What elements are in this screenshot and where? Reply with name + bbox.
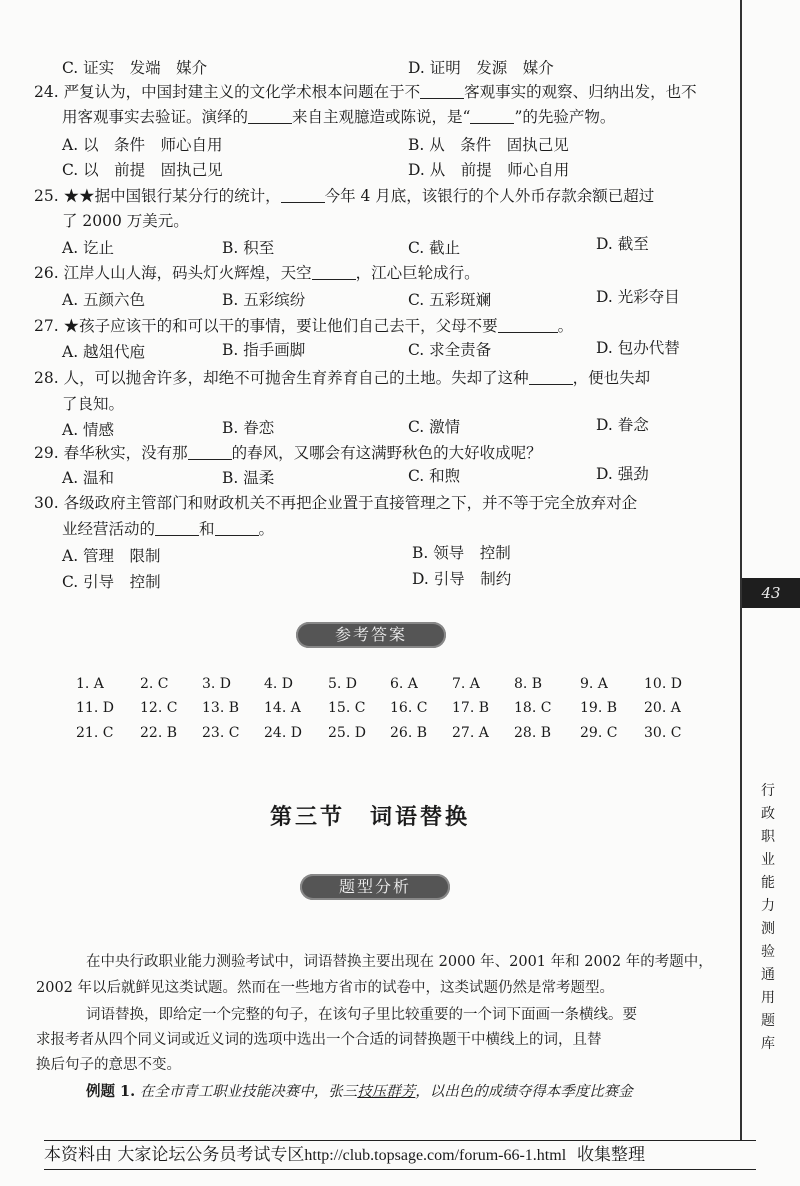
q25-stem-line1: 25. ★★据中国银行某分行的统计， 今年 4 月底，该银行的个人外币存款余额已超过 [34, 187, 655, 205]
answer-item: 15. C [328, 700, 366, 716]
q30-option-b: B. 领导 控制 [412, 544, 511, 562]
q26-option-d: D. 光彩夺目 [596, 288, 680, 306]
example-underlined-term: 技压群芳 [357, 1084, 416, 1100]
answer-item: 21. C [76, 725, 114, 741]
example-1: 例题 1. 在全市青工职业技能决赛中，张三技压群芳，以出色的成绩夺得本季度比赛金 [86, 1083, 633, 1100]
q25-option-b: B. 积至 [222, 239, 275, 257]
answer-item: 29. C [580, 725, 618, 741]
answer-item: 14. A [264, 700, 301, 716]
footer-url[interactable]: http://club.topsage.com/forum-66-1.html [304, 1147, 567, 1164]
q26-option-a: A. 五颜六色 [62, 291, 146, 309]
para1-line2: 2002 年以后就鲜见这类试题。然而在一些地方省市的试卷中，这类试题仍然是常考题型。 [36, 980, 615, 996]
q27-stem: 27. ★孩子应该干的和可以干的事情，要让他们自己去干，父母不要 。 [34, 317, 574, 335]
q24-option-a: A. 以 条件 师心自用 [62, 136, 223, 154]
q27-option-b: B. 指手画脚 [222, 341, 306, 359]
answer-item: 27. A [452, 725, 489, 741]
answer-item: 18. C [514, 700, 552, 716]
footer-banner: 本资料由 大家论坛公务员考试专区http://club.topsage.com/forum-66-1.html 收集整理 [44, 1140, 756, 1170]
q25-option-c: C. 截止 [408, 239, 461, 257]
section-title: 第三节 词语替换 [270, 804, 471, 830]
answer-item: 26. B [390, 725, 428, 741]
q29-stem: 29. 春华秋实，没有那 的春风，又哪会有这满野秋色的大好收成呢？ [34, 444, 542, 462]
q28-option-b: B. 眷恋 [222, 419, 275, 437]
q28-stem-line1: 28. 人，可以抛舍许多，却绝不可抛舍生育养育自己的土地。失却了这种 ，便也失却 [34, 369, 651, 387]
right-margin-rule [740, 0, 742, 1140]
page-number-tab: 43 [742, 578, 800, 608]
q29-option-b: B. 温柔 [222, 469, 275, 487]
q26-stem: 26. 江岸人山人海，码头灯火辉煌，天空 ，江心巨轮成行。 [34, 264, 480, 282]
q28-option-a: A. 情感 [62, 421, 115, 439]
answer-item: 16. C [390, 700, 428, 716]
answer-item: 3. D [202, 676, 232, 692]
analysis-heading: 题型分析 [300, 874, 450, 900]
q28-stem-line2: 了良知。 [62, 395, 125, 413]
q24-option-b: B. 从 条件 固执己见 [408, 136, 569, 154]
q27-option-d: D. 包办代替 [596, 339, 680, 357]
q30-option-c: C. 引导 控制 [62, 573, 161, 591]
q30-stem-line2: 业经营活动的 和 。 [62, 520, 275, 538]
side-book-title: 行政职业能力测验通用题库 [761, 783, 775, 1052]
answer-item: 7. A [452, 676, 480, 692]
answer-item: 6. A [390, 676, 418, 692]
answer-item: 19. B [580, 700, 618, 716]
q24-option-c: C. 以 前提 固执己见 [62, 161, 223, 179]
q29-option-a: A. 温和 [62, 469, 115, 487]
answer-item: 2. C [140, 676, 169, 692]
answer-item: 20. A [644, 700, 681, 716]
para2-line2: 求报考者从四个同义词或近义词的选项中选出一个合适的词替换题干中横线上的词，且替 [36, 1032, 602, 1048]
q25-option-d: D. 截至 [596, 235, 649, 253]
answer-item: 5. D [328, 676, 358, 692]
q26-option-c: C. 五彩斑斓 [408, 291, 492, 309]
answer-item: 28. B [514, 725, 552, 741]
q30-option-a: A. 管理 限制 [62, 547, 161, 565]
answer-item: 4. D [264, 676, 294, 692]
para2-line1: 词语替换，即给定一个完整的句子，在该句子里比较重要的一个词下面画一条横线。要 [86, 1007, 637, 1023]
q29-option-c: C. 和煦 [408, 467, 461, 485]
answer-item: 11. D [76, 700, 114, 716]
q24-stem-line2: 用客观事实去验证。演绎的 来自主观臆造或陈说，是“ ”的先验产物。 [62, 108, 616, 126]
para1-line1: 在中央行政职业能力测验考试中，词语替换主要出现在 2000 年、2001 年和 2002 年的考题中， [86, 954, 713, 970]
answer-item: 10. D [644, 676, 682, 692]
answer-item: 13. B [202, 700, 240, 716]
example-label: 例题 1. [86, 1083, 136, 1100]
q25-option-a: A. 讫止 [62, 239, 115, 257]
q23-option-d: D. 证明 发源 媒介 [408, 59, 554, 77]
q25-stem-line2: 了 2000 万美元。 [62, 212, 189, 230]
q28-option-d: D. 眷念 [596, 416, 649, 434]
answer-item: 25. D [328, 725, 366, 741]
answer-item: 24. D [264, 725, 302, 741]
para2-line3: 换后句子的意思不变。 [36, 1057, 181, 1073]
answer-item: 23. C [202, 725, 240, 741]
q28-option-c: C. 激情 [408, 418, 461, 436]
q30-stem-line1: 30. 各级政府主管部门和财政机关不再把企业置于直接管理之下，并不等于完全放弃对企 [34, 494, 638, 512]
answer-item: 30. C [644, 725, 682, 741]
answer-item: 9. A [580, 676, 608, 692]
answer-item: 17. B [452, 700, 490, 716]
answer-item: 22. B [140, 725, 178, 741]
answer-item: 1. A [76, 676, 104, 692]
q26-option-b: B. 五彩缤纷 [222, 291, 306, 309]
q29-option-d: D. 强劲 [596, 465, 649, 483]
q27-option-c: C. 求全责备 [408, 341, 492, 359]
answer-item: 12. C [140, 700, 178, 716]
answer-item: 8. B [514, 676, 543, 692]
q24-stem-line1: 24. 严复认为，中国封建主义的文化学术根本问题在于不 客观事实的观察、归纳出发，也不 [34, 83, 697, 101]
q24-option-d: D. 从 前提 师心自用 [408, 161, 570, 179]
answers-heading: 参考答案 [296, 622, 446, 648]
q30-option-d: D. 引导 制约 [412, 570, 512, 588]
q23-option-c: C. 证实 发端 媒介 [62, 59, 208, 77]
q27-option-a: A. 越俎代庖 [62, 343, 146, 361]
